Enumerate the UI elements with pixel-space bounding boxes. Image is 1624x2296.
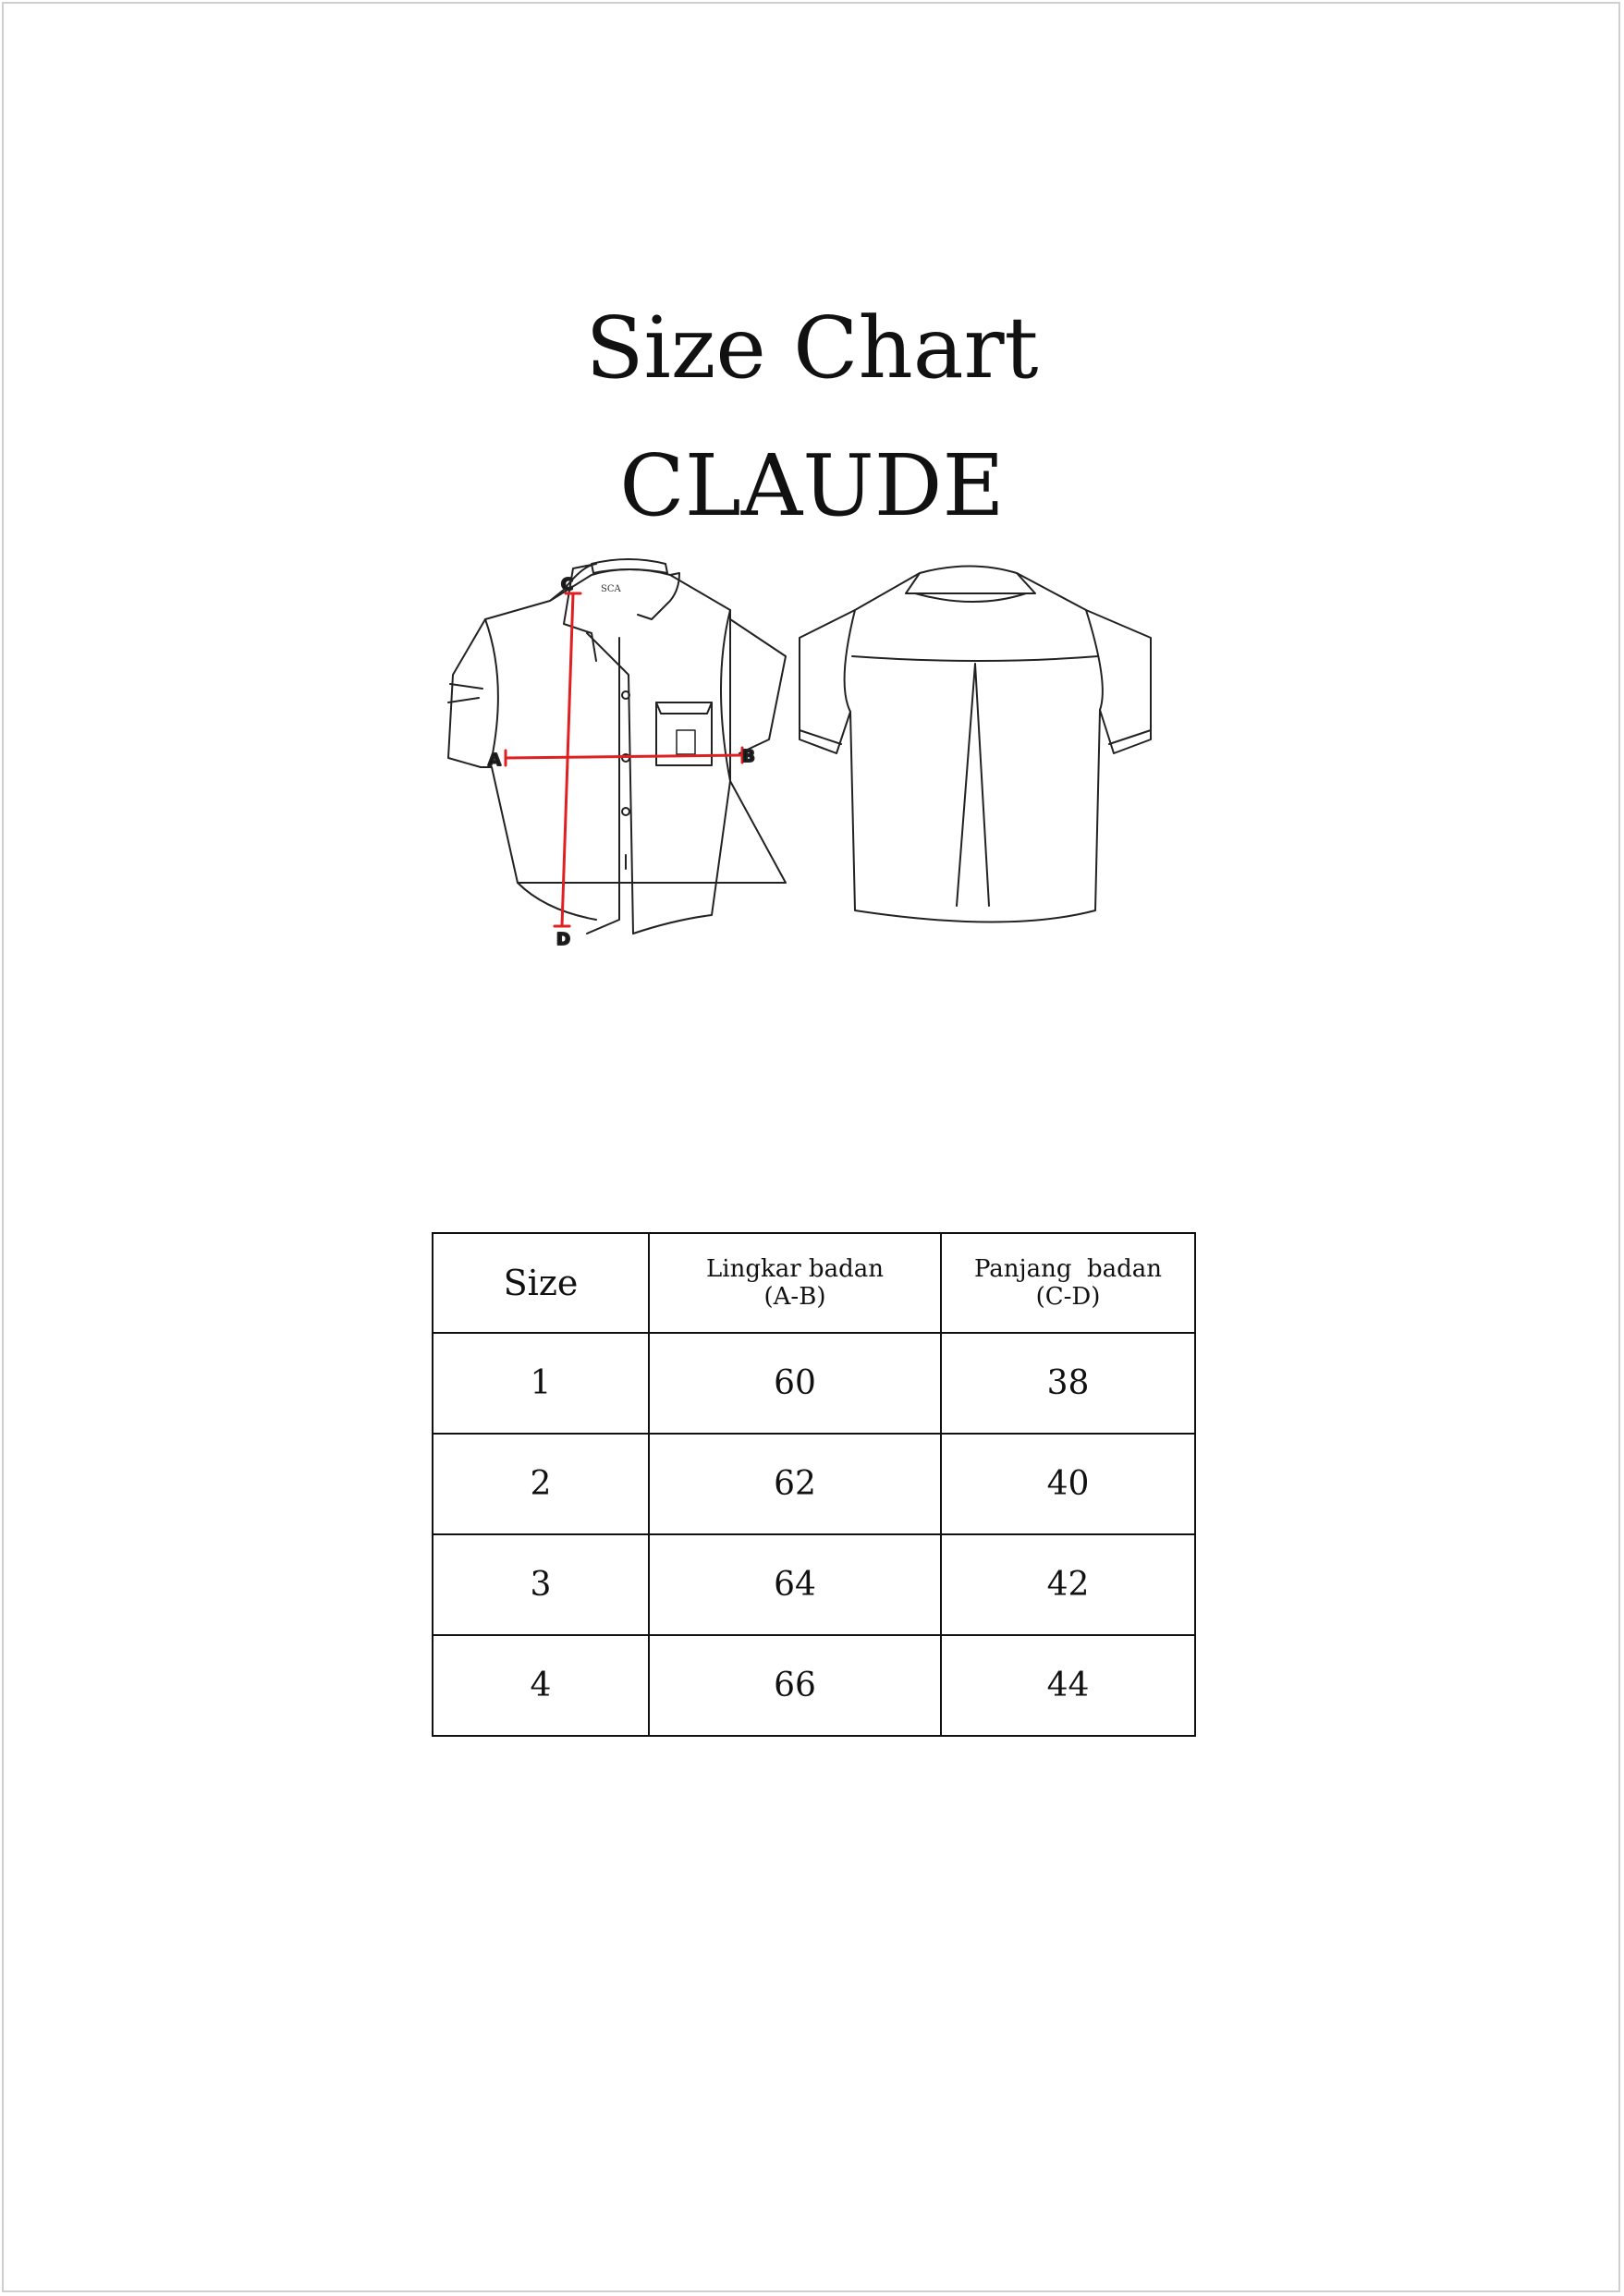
cell-size: 3 [433, 1534, 649, 1635]
cell-length: 38 [941, 1333, 1195, 1434]
point-d-label: D [556, 930, 570, 949]
table-row [433, 1534, 1195, 1635]
header-chest-label: Lingkar badan [706, 1255, 884, 1283]
table-row [433, 1333, 1195, 1434]
point-c-label: C [561, 575, 574, 594]
cell-chest: 62 [649, 1434, 941, 1534]
cell-size: 4 [433, 1635, 649, 1736]
svg-text:SCA: SCA [601, 584, 621, 594]
table-row [433, 1434, 1195, 1534]
point-b-label: B [742, 747, 755, 766]
header-length-code: (C-D) [1035, 1283, 1101, 1311]
point-a-label: A [488, 751, 501, 770]
cell-chest: 60 [649, 1333, 941, 1434]
cell-size: 2 [433, 1434, 649, 1534]
table-header-row [433, 1233, 1195, 1333]
shirt-measurement-diagram [434, 545, 1192, 961]
cell-length: 42 [941, 1534, 1195, 1635]
header-length [941, 1233, 1195, 1333]
header-chest-code: (A-B) [763, 1283, 826, 1311]
measure-line-a-b [506, 755, 742, 758]
size-table [432, 1232, 1196, 1737]
shirt-back-illustration [800, 567, 1151, 922]
cell-size: 1 [433, 1333, 649, 1434]
cell-length: 44 [941, 1635, 1195, 1736]
header-length-label: Panjang badan [973, 1255, 1163, 1283]
header-chest [649, 1233, 941, 1333]
cell-length: 40 [941, 1434, 1195, 1534]
cell-chest: 64 [649, 1534, 941, 1635]
cell-chest: 66 [649, 1635, 941, 1736]
product-name: CLAUDE [619, 436, 1005, 536]
page-title: Size Chart [585, 298, 1039, 397]
table-row [433, 1635, 1195, 1736]
measurement-lines [506, 593, 742, 926]
measure-line-c-d [562, 593, 573, 926]
shirt-front-illustration [448, 559, 786, 934]
header-size: Size [433, 1233, 649, 1333]
